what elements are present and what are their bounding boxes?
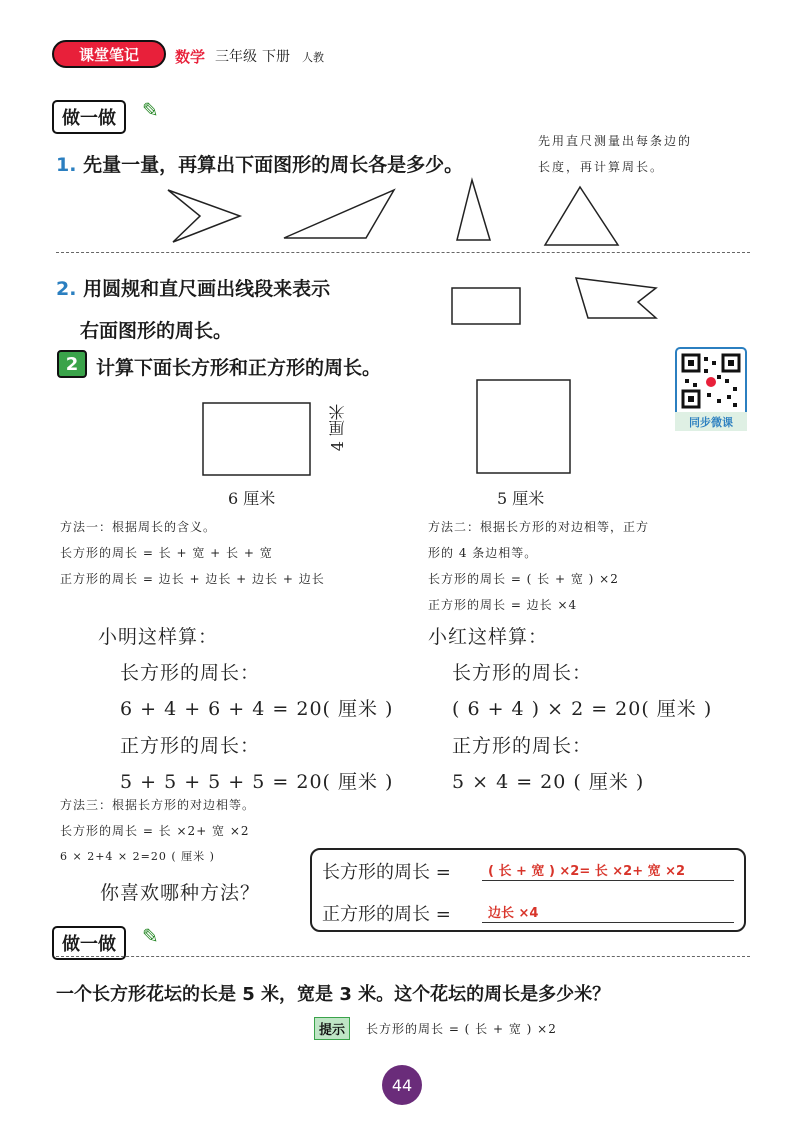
method-2-title-cont: 形的 4 条边相等。	[428, 546, 538, 560]
xiaoming-rect-label: 长方形的周长：	[120, 662, 261, 684]
method-1-square: 正方形的周长 = 边长 + 边长 + 边长 + 边长	[60, 572, 325, 586]
pencil-icon: ✎	[142, 924, 159, 948]
method-2-title: 方法二：根据长方形的对边相等，正方	[428, 520, 650, 534]
rectangle-figure	[203, 403, 310, 475]
divider-1	[56, 252, 750, 253]
divider-2	[56, 956, 750, 957]
volume-label: 下册	[262, 49, 290, 65]
xiaohong-square-calc: 5 × 4 = 20 ( 厘米 )	[452, 771, 645, 793]
xiaohong-rect-calc: ( 6 + 4 ) × 2 = 20( 厘米 )	[452, 698, 713, 720]
rect-height-label: 4 厘米	[328, 404, 347, 452]
square-figure	[477, 380, 570, 473]
question-1-number: 1.	[56, 154, 77, 176]
qr-caption: 同步微课	[675, 412, 747, 431]
method-3-rect: 长方形的周长 = 长 ×2+ 宽 ×2	[60, 824, 250, 838]
example-title: 计算下面长方形和正方形的周长。	[96, 357, 382, 379]
xiaoming-square-calc: 5 + 5 + 5 + 5 = 20( 厘米 )	[120, 771, 394, 793]
question-2-text: 用圆规和直尺画出线段来表示	[83, 278, 331, 300]
equilateral-triangle	[545, 187, 618, 245]
q1-note-line-2: 长度，再计算周长。	[538, 160, 665, 174]
xiaohong-rect-label: 长方形的周长：	[452, 662, 593, 684]
grade-label: 三年级	[215, 49, 257, 65]
xiaohong-square-label: 正方形的周长：	[452, 735, 593, 757]
xiaoming-rect-calc: 6 + 4 + 6 + 4 = 20( 厘米 )	[120, 698, 394, 720]
summary-square-answer: 边长 ×4	[488, 906, 539, 921]
practice-label: 做一做	[52, 100, 126, 134]
question-2-number: 2.	[56, 278, 77, 300]
edition-label: 人教	[302, 51, 324, 64]
flag-shape	[576, 278, 656, 318]
xiaohong-title: 小红这样算：	[428, 626, 549, 648]
brand-logo: 课堂笔记	[52, 40, 166, 68]
rect-width-label: 6 厘米	[228, 489, 276, 508]
square-side-label: 5 厘米	[497, 489, 545, 508]
summary-rect-answer: ( 长 + 宽 ) ×2= 长 ×2+ 宽 ×2	[488, 864, 686, 879]
method-3-calc: 6 × 2+4 × 2=20 ( 厘米 )	[60, 850, 215, 863]
summary-rect-label: 长方形的周长 =	[322, 862, 451, 883]
preference-question: 你喜欢哪种方法？	[100, 882, 261, 904]
q1-note-line-1: 先用直尺测量出每条边的	[538, 134, 693, 148]
method-1-title: 方法一：根据周长的含义。	[60, 520, 217, 534]
method-2-square: 正方形的周长 = 边长 ×4	[428, 598, 578, 612]
method-2-rect: 长方形的周长 = ( 长 + 宽 ) ×2	[428, 572, 619, 586]
tall-triangle	[457, 180, 490, 240]
summary-square-line	[482, 922, 734, 923]
practice-label-2: 做一做	[52, 926, 126, 960]
summary-rect-line	[482, 880, 734, 881]
page-number: 44	[382, 1065, 422, 1105]
hint-tag: 提示	[314, 1017, 350, 1040]
question-1-text: 先量一量，再算出下面图形的周长各是多少。	[83, 154, 464, 176]
pencil-icon: ✎	[142, 98, 159, 122]
subject-label: 数学	[175, 48, 206, 66]
hint-text: 长方形的周长 = ( 长 + 宽 ) ×2	[366, 1022, 557, 1036]
method-1-rect: 长方形的周长 = 长 + 宽 + 长 + 宽	[60, 546, 273, 560]
arrow-shape	[168, 190, 240, 242]
example-number: 2	[57, 350, 87, 378]
q2-rectangle	[452, 288, 520, 324]
obtuse-triangle	[284, 190, 394, 238]
xiaoming-square-label: 正方形的周长：	[120, 735, 261, 757]
question-2-line-2: 右面图形的周长。	[80, 320, 233, 342]
xiaoming-title: 小明这样算：	[98, 626, 219, 648]
summary-square-label: 正方形的周长 =	[322, 904, 451, 925]
method-3-title: 方法三：根据长方形的对边相等。	[60, 798, 256, 812]
question-2-line-1	[56, 274, 330, 301]
example-figures	[0, 370, 800, 480]
practice-problem: 一个长方形花坛的长是 5 米，宽是 3 米。这个花坛的周长是多少米？	[56, 984, 611, 1005]
